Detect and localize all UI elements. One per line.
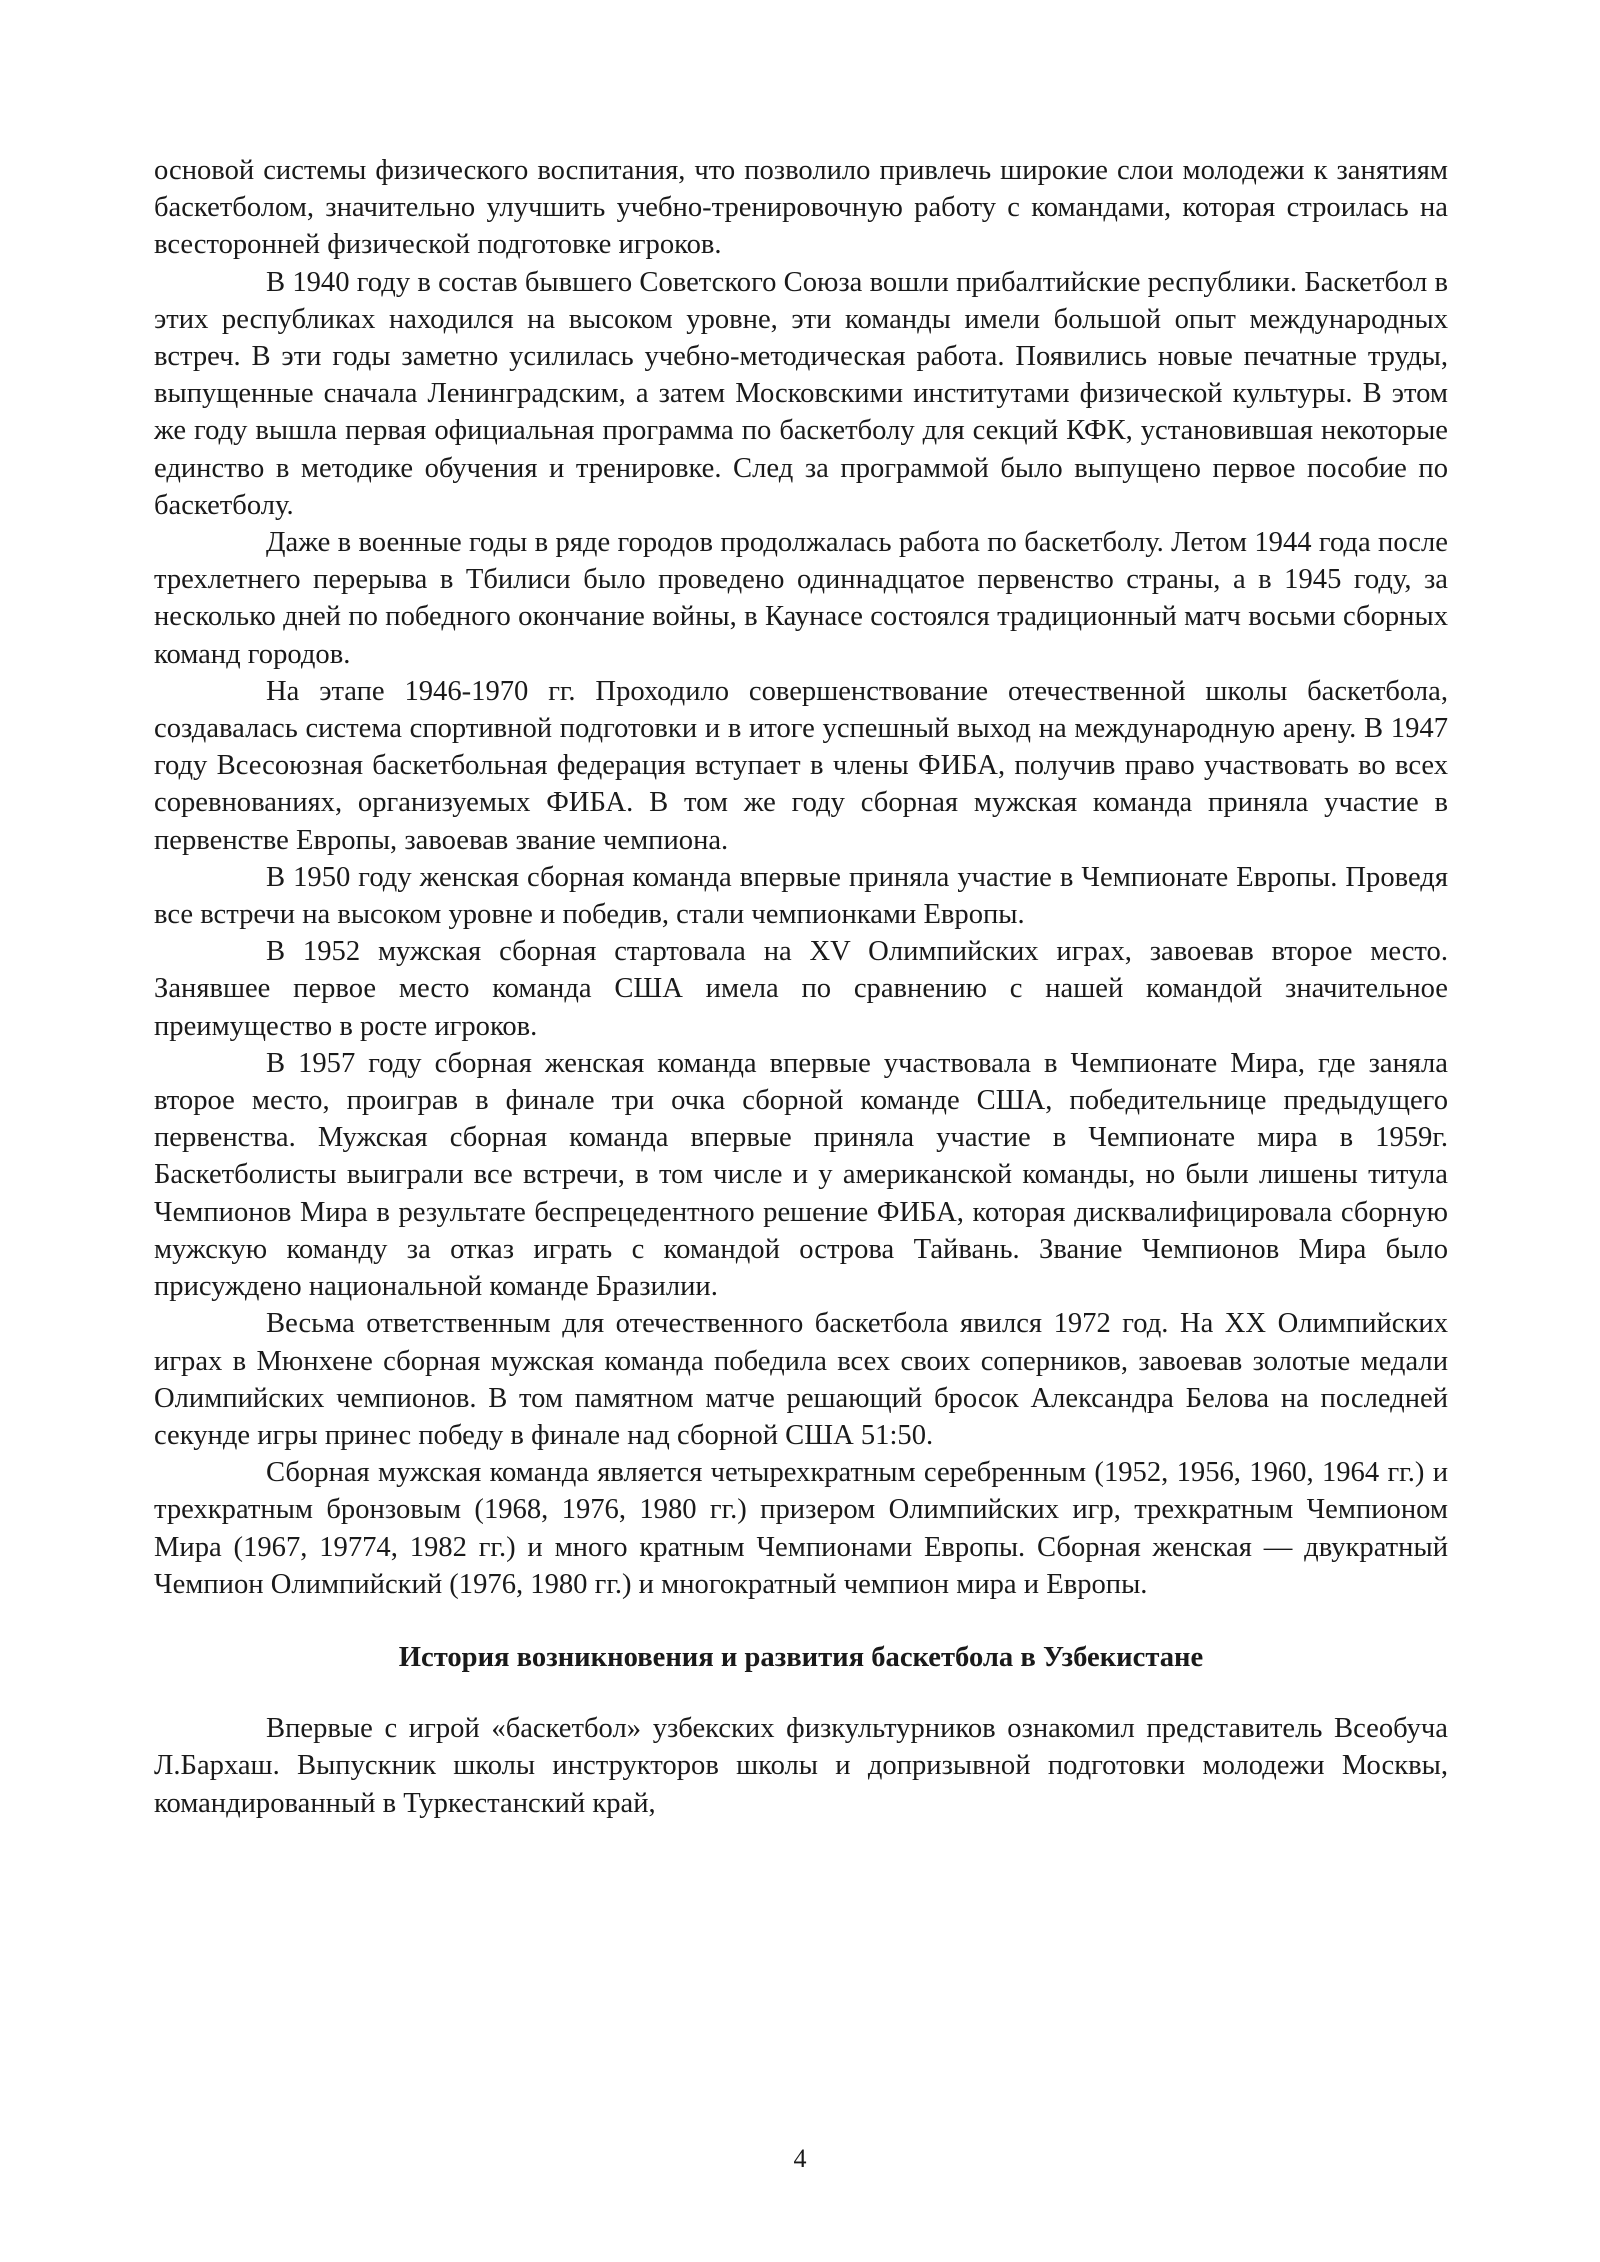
document-page (154, 152, 1448, 1822)
paragraph-1957: В 1957 году сборная женская команда впервые участвовала в Чемпионате Мира, где заняла второе место, проиграв в финале три очка сборной команде США, победительнице предыдущего первенства. Мужская сборная команда впервые приняла участие в Чемпионате мира в 1959г. Баскетболисты выиграли все встречи, в том числе и у американской команды, но были лишены титула Чемпионов Мира в результате беспрецедентного решение ФИБА, которая дисквалифицировала сборную мужскую команду за отказ играть с командой острова Тайвань. Звание Чемпионов Мира было присуждено национальной команде Бразилии. (154, 1047, 1448, 1303)
section-heading: История возникновения и развития баскетбола в Узбекистане (398, 1641, 1204, 1673)
paragraph-1940: В 1940 году в состав бывшего Советского Союза вошли прибалтийские республики. Баскетбол в этих республиках находился на высоком уровне, эти команды имели большой опыт международных встреч. В эти годы заметно усилилась учебно-методическая работа. Появились новые печатные труды, выпущенные сначала Ленинградским, а затем Московскими институтами физической культуры. В этом же году вышла первая официальная программа по баскетболу для секций КФК, установившая некоторые единство в методике обучения и тренировке. След за программой было выпущено первое пособие по баскетболу. (154, 266, 1448, 521)
paragraph-1952: В 1952 мужская сборная стартовала на XV Олимпийских играх, завоевав второе место. Занявшее первое место команда США имела по сравнению с нашей командой значительное преимущество в росте игроков. (154, 936, 1448, 1042)
paragraph-1950: В 1950 году женская сборная команда впервые приняла участие в Чемпионате Европы. Проведя все встречи на высоком уровне и победив, стали чемпионками Европы. (154, 861, 1448, 931)
paragraph-1972: Весьма ответственным для отечественного баскетбола явился 1972 год. На XX Олимпийских играх в Мюнхене сборная мужская команда победила всех своих соперников, завоевав золотые медали Олимпийских чемпионов. В том памятном матче решающий бросок Александра Белова на последней секунде игры принес победу в финале над сборной США 51:50. (154, 1308, 1448, 1451)
paragraph-medals: Сборная мужская команда является четырехкратным серебренным (1952, 1956, 1960, 1964 гг.) и трехкратным бронзовым (1968, 1976, 1980 гг.) призером Олимпийских игр, трехкратным Чемпионом Мира (1967, 19774, 1982 гг.) и много кратным Чемпионами Европы. Сборная женская — двукратный Чемпион Олимпийский (1976, 1980 гг.) и многократный чемпион мира и Европы. (154, 1457, 1448, 1600)
paragraph-continuation: основой системы физического воспитания, что позволило привлечь широкие слои молодежи к занятиям баскетболом, значительно улучшить учебно-тренировочную работу с командами, которая строилась на всесторонней физической подготовке игроков. (154, 155, 1448, 261)
paragraph-1946-1970: На этапе 1946-1970 гг. Проходило совершенствование отечественной школы баскетбола, создавалась система спортивной подготовки и в итоге успешный выход на международную арену. В 1947 году Всесоюзная баскетбольная федерация вступает в члены ФИБА, получив право участвовать во всех соревнованиях, организуемых ФИБА. В том же году сборная мужская команда приняла участие в первенстве Европы, завоевав звание чемпиона. (154, 675, 1448, 856)
page-number: 4 (793, 2144, 807, 2173)
paragraph-uzbekistan-intro: Впервые с игрой «баскетбол» узбекских физкультурников ознакомил представитель Всеобуча Л.Бархаш. Выпускник школы инструкторов школы и допризывной подготовки молодежи Москвы, командированный в Туркестанский край, (154, 1713, 1448, 1819)
paragraph-war-years: Даже в военные годы в ряде городов продолжалась работа по баскетболу. Летом 1944 года после трехлетнего перерыва в Тбилиси было проведено одиннадцатое первенство страны, а в 1945 году, за несколько дней по победного окончание войны, в Каунасе состоялся традиционный матч восьми сборных команд городов. (154, 527, 1448, 670)
